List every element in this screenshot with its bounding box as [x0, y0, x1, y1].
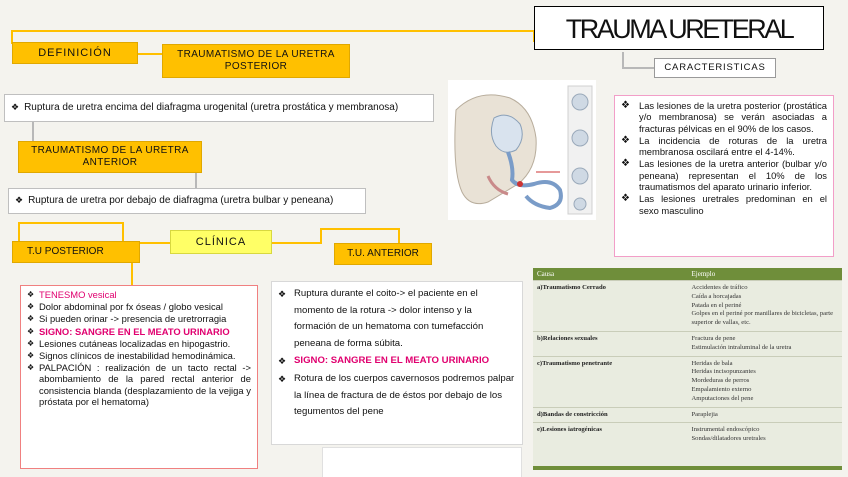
table-row — [533, 423, 842, 447]
posterior-def-box — [4, 94, 434, 122]
tu-posterior-list — [27, 289, 251, 407]
ejemplo-item: Sondas/dilatadores uretrales — [691, 435, 766, 443]
table-cell-causa: e)Lesiones iatrogénicas — [537, 426, 602, 434]
anterior-header-box — [18, 141, 202, 173]
list-item — [621, 158, 827, 192]
caracteristicas-list — [621, 100, 827, 216]
causes-table — [533, 268, 842, 447]
list-item-text: SIGNO: SANGRE EN EL MEATO URINARIO — [39, 325, 230, 337]
table-cell-causa: a)Traumatismo Cerrado — [537, 284, 606, 291]
tu-posterior-list-box — [20, 285, 258, 469]
anterior-header-label: TRAUMATISMO DE LA URETRA ANTERIOR — [31, 145, 189, 168]
table-header: Ejemplo — [691, 270, 716, 278]
caracteristicas-label: CARACTERISTICAS — [664, 62, 766, 73]
ejemplo-item: Paraplejia — [691, 410, 718, 418]
list-item — [621, 193, 827, 216]
connector-line — [122, 222, 124, 242]
ejemplo-item: Accidentes de tráfico — [691, 284, 748, 291]
anatomy-illustration — [448, 80, 596, 220]
connector-line — [138, 53, 162, 55]
table-header: Causa — [537, 270, 555, 278]
connector-line — [272, 242, 320, 244]
table-row — [533, 281, 842, 332]
list-item — [27, 338, 251, 349]
list-item — [27, 301, 251, 312]
list-item-text: Rotura de los cuerpos cavernosos podremos palpar la línea de fractura de de éstos por debajo de los tegumentos del pene — [294, 372, 515, 418]
tu-anterior-label: T.U. ANTERIOR — [347, 248, 419, 259]
posterior-header-box — [162, 44, 350, 78]
tu-anterior-list-box — [271, 281, 523, 445]
connector-line — [18, 222, 123, 224]
table-cell-ejemplo — [688, 407, 843, 423]
connector-line — [622, 67, 654, 69]
list-item-text: Las lesiones uretrales predominan en el sexo masculino — [639, 193, 827, 216]
ejemplo-item: Golpes en el periné por manillares de bicicletas, parte superior de vallas, etc. — [691, 310, 834, 327]
caracteristicas-box — [654, 58, 776, 78]
list-item-text: Ruptura durante el coito-> el paciente en el momento de la rotura -> dolor intenso y la formación de un hematoma con tumefacción peneana de forma súbita. — [294, 288, 484, 349]
blank-panel — [322, 447, 522, 477]
ejemplo-item: Fractura de pene — [691, 334, 736, 342]
table-cell-ejemplo — [688, 423, 843, 447]
clinica-label: CLÍNICA — [195, 236, 247, 248]
diamond-bullet-icon: ❖ — [27, 290, 35, 299]
list-item — [278, 286, 516, 352]
list-item — [27, 326, 251, 337]
diamond-bullet-icon: ❖ — [278, 356, 287, 367]
connector-line — [32, 122, 34, 142]
table-cell-causa: b)Relaciones sexuales — [537, 334, 598, 342]
list-item-text: TENESMO vesical — [39, 289, 117, 300]
page-title: TRAUMA URETERAL — [565, 14, 793, 44]
ejemplo-item: Heridas de bala — [691, 359, 733, 367]
list-item — [27, 289, 251, 300]
connector-line — [131, 262, 133, 286]
caracteristicas-list-box — [614, 95, 834, 257]
connector-line — [320, 228, 400, 230]
posterior-def-text: Ruptura de uretra encima del diafragma urogenital (uretra prostática y membranosa) — [24, 102, 399, 113]
diamond-bullet-icon: ❖ — [27, 363, 35, 373]
connector-line — [18, 222, 20, 242]
list-item-text: PALPACIÓN : realización de un tacto rectal -> abombamiento de la pared rectal anterior de consistencia blanda (desplazamiento de la vejiga y próstata por el hematoma) — [39, 362, 251, 407]
connector-line — [398, 228, 400, 244]
ejemplo-item: Heridas incisopunzantes — [691, 368, 756, 376]
diamond-bullet-icon: ❖ — [27, 314, 35, 324]
clinica-box — [170, 230, 272, 254]
list-item-text: Lesiones cutáneas localizadas en hipogastrio. — [39, 337, 231, 349]
diamond-bullet-icon: ❖ — [621, 100, 630, 111]
diamond-bullet-icon: ❖ — [278, 373, 287, 384]
connector-line — [195, 172, 197, 188]
list-item-text: SIGNO: SANGRE EN EL MEATO URINARIO — [294, 355, 490, 367]
ejemplo-item: Estimulación intraluminal de la uretra — [691, 343, 792, 351]
diamond-bullet-icon: ❖ — [27, 351, 35, 361]
list-item-text: La incidencia de roturas de la uretra membranosa oscilará entre el 4-14%. — [639, 134, 827, 158]
diamond-bullet-icon: ❖ — [621, 134, 630, 146]
list-item — [27, 362, 251, 407]
anterior-def-box — [8, 188, 366, 214]
causes-table-box — [533, 268, 842, 468]
list-item — [27, 350, 251, 361]
list-item-text: Signos clínicos de inestabilidad hemodinámica. — [39, 350, 236, 362]
tu-posterior-box — [12, 241, 140, 263]
ejemplo-item: Caída a horcajadas — [691, 292, 742, 300]
tu-anterior-list — [278, 286, 516, 421]
table-cell-causa: c)Traumatismo penetrante — [537, 359, 613, 367]
connector-line — [11, 30, 536, 32]
diamond-bullet-icon: ❖ — [11, 102, 20, 112]
table-row — [533, 331, 842, 356]
list-item — [27, 313, 251, 324]
diamond-bullet-icon: ❖ — [27, 326, 35, 336]
list-item-text: Las lesiones de la uretra posterior (prostática y/o membranosa) se verán asociadas a fracturas pélvicas en el 90% de los casos. — [639, 100, 827, 134]
posterior-header-label: TRAUMATISMO DE LA URETRA POSTERIOR — [177, 49, 335, 72]
diamond-bullet-icon: ❖ — [621, 193, 630, 205]
ejemplo-item: Mordeduras de perros — [691, 377, 750, 385]
list-item — [278, 371, 516, 421]
list-item-text: Si pueden orinar -> presencia de uretrorragia — [39, 313, 227, 325]
list-item-text: Las lesiones de la uretra anterior (bulbar y/o peneana) representan el 10% de los traumatismos del aparato urinario inferior. — [639, 158, 827, 193]
ejemplo-item: Patada en el periné — [691, 301, 742, 309]
definicion-label: DEFINICIÓN — [38, 47, 112, 59]
diamond-bullet-icon: ❖ — [27, 338, 35, 348]
definicion-box — [12, 42, 138, 64]
list-item — [621, 135, 827, 158]
table-row — [533, 407, 842, 423]
diamond-bullet-icon: ❖ — [621, 158, 630, 170]
title-box — [534, 6, 824, 50]
table-cell-ejemplo — [688, 281, 843, 332]
table-cell-causa: d)Bandas de constricción — [537, 410, 608, 418]
diamond-bullet-icon: ❖ — [278, 289, 287, 299]
table-footer-bar — [533, 466, 842, 470]
anterior-def-text: Ruptura de uretra por debajo de diafragma (uretra bulbar y peneana) — [28, 195, 334, 206]
table-cell-ejemplo — [688, 356, 843, 407]
table-cell-ejemplo — [688, 331, 843, 356]
ejemplo-item: Instrumental endoscópico — [691, 426, 760, 434]
table-row — [533, 356, 842, 407]
connector-line — [320, 228, 322, 244]
tu-posterior-label: T.U POSTERIOR — [27, 246, 104, 257]
diamond-bullet-icon: ❖ — [15, 195, 24, 205]
list-item — [278, 353, 516, 370]
list-item — [621, 100, 827, 134]
ejemplo-item: Amputaciones del pene — [691, 394, 754, 402]
diamond-bullet-icon: ❖ — [27, 302, 35, 312]
list-item-text: Dolor abdominal por fx óseas / globo vesical — [39, 301, 223, 313]
ejemplo-item: Empalamiento externo — [691, 385, 752, 393]
tu-anterior-box — [334, 243, 432, 265]
connector-line — [622, 52, 624, 68]
